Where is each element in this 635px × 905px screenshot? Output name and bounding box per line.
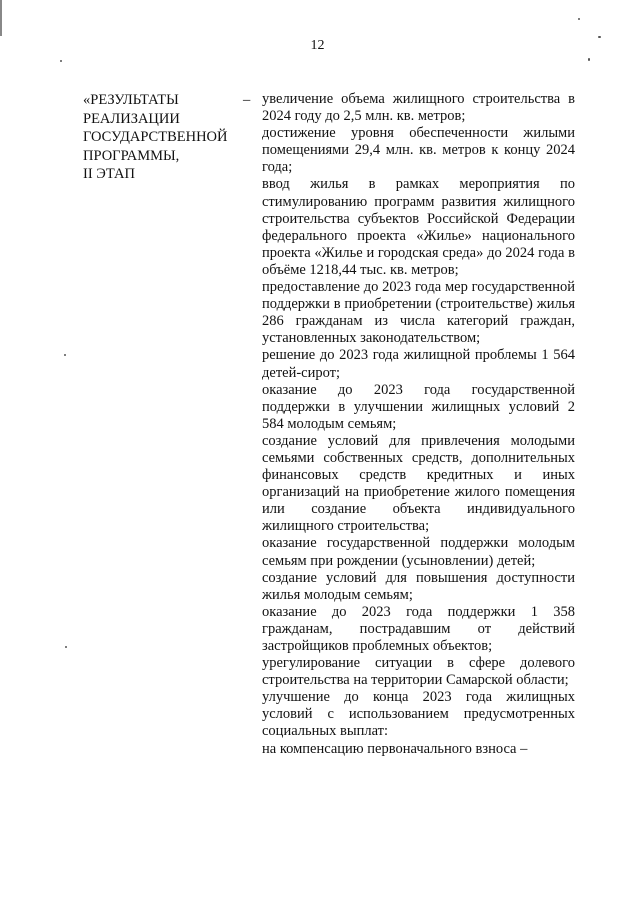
result-item: улучшение до конца 2023 года жилищных условий с использованием предусмотренных социальных выплат: <box>262 689 575 740</box>
result-item: создание условий для повышения доступности жилья молодым семьям; <box>262 569 575 603</box>
result-item: увеличение объема жилищного строительства в 2024 году до 2,5 млн. кв. метров; <box>262 91 575 125</box>
scan-speck <box>578 18 580 20</box>
scan-speck <box>64 354 66 356</box>
page-number: 12 <box>310 38 325 53</box>
result-item: оказание государственной поддержки молодым семьям при рождении (усыновлении) детей; <box>262 535 575 569</box>
section-title-line: «РЕЗУЛЬТАТЫ <box>83 92 179 108</box>
section-title-line: ГОСУДАРСТВЕННОЙ <box>83 129 228 145</box>
scan-edge-line <box>0 0 2 36</box>
scan-speck <box>60 60 62 62</box>
result-item: оказание до 2023 года поддержки 1 358 гражданам, пострадавшим от действий застройщиков проблемных объектов; <box>262 603 575 654</box>
result-item: ввод жилья в рамках мероприятия по стимулированию программ развития жилищного строительства субъектов Российской Федерации федерального проекта «Жилье» национального проекта «Жилье и городская среда» до 2024 года в объёме 1218,44 тыс. кв. метров; <box>262 176 575 278</box>
section-title <box>83 91 253 184</box>
section-title-line: РЕАЛИЗАЦИИ <box>83 110 180 127</box>
section-title-line: ПРОГРАММЫ, <box>83 147 180 164</box>
result-item: достижение уровня обеспеченности жилыми помещениями 29,4 млн. кв. метров к концу 2024 года; <box>262 125 575 176</box>
result-item: решение до 2023 года жилищной проблемы 1 564 детей-сирот; <box>262 347 575 381</box>
result-item: создание условий для привлечения молодыми семьями собственных средств, дополнительных финансовых средств кредитных и иных организаций на приобретение жилого помещения или создание объекта индивидуального жилищного строительства; <box>262 432 575 535</box>
scan-speck <box>65 646 67 648</box>
results-list <box>262 91 575 758</box>
section-title-line: II ЭТАП <box>83 166 135 182</box>
result-item: на компенсацию первоначального взноса – <box>262 740 528 757</box>
result-item: предоставление до 2023 года мер государственной поддержки в приобретении (строительстве) жилья 286 гражданам из числа категорий граждан, установленных законодательством; <box>262 279 575 347</box>
result-item: оказание до 2023 года государственной поддержки в улучшении жилищных условий 2 584 молодым семьям; <box>262 381 575 432</box>
result-item: урегулирование ситуации в сфере долевого строительства на территории Самарской области; <box>262 655 575 689</box>
scan-speck <box>588 58 590 61</box>
section-dash: – <box>243 92 251 108</box>
scan-speck <box>598 36 601 38</box>
